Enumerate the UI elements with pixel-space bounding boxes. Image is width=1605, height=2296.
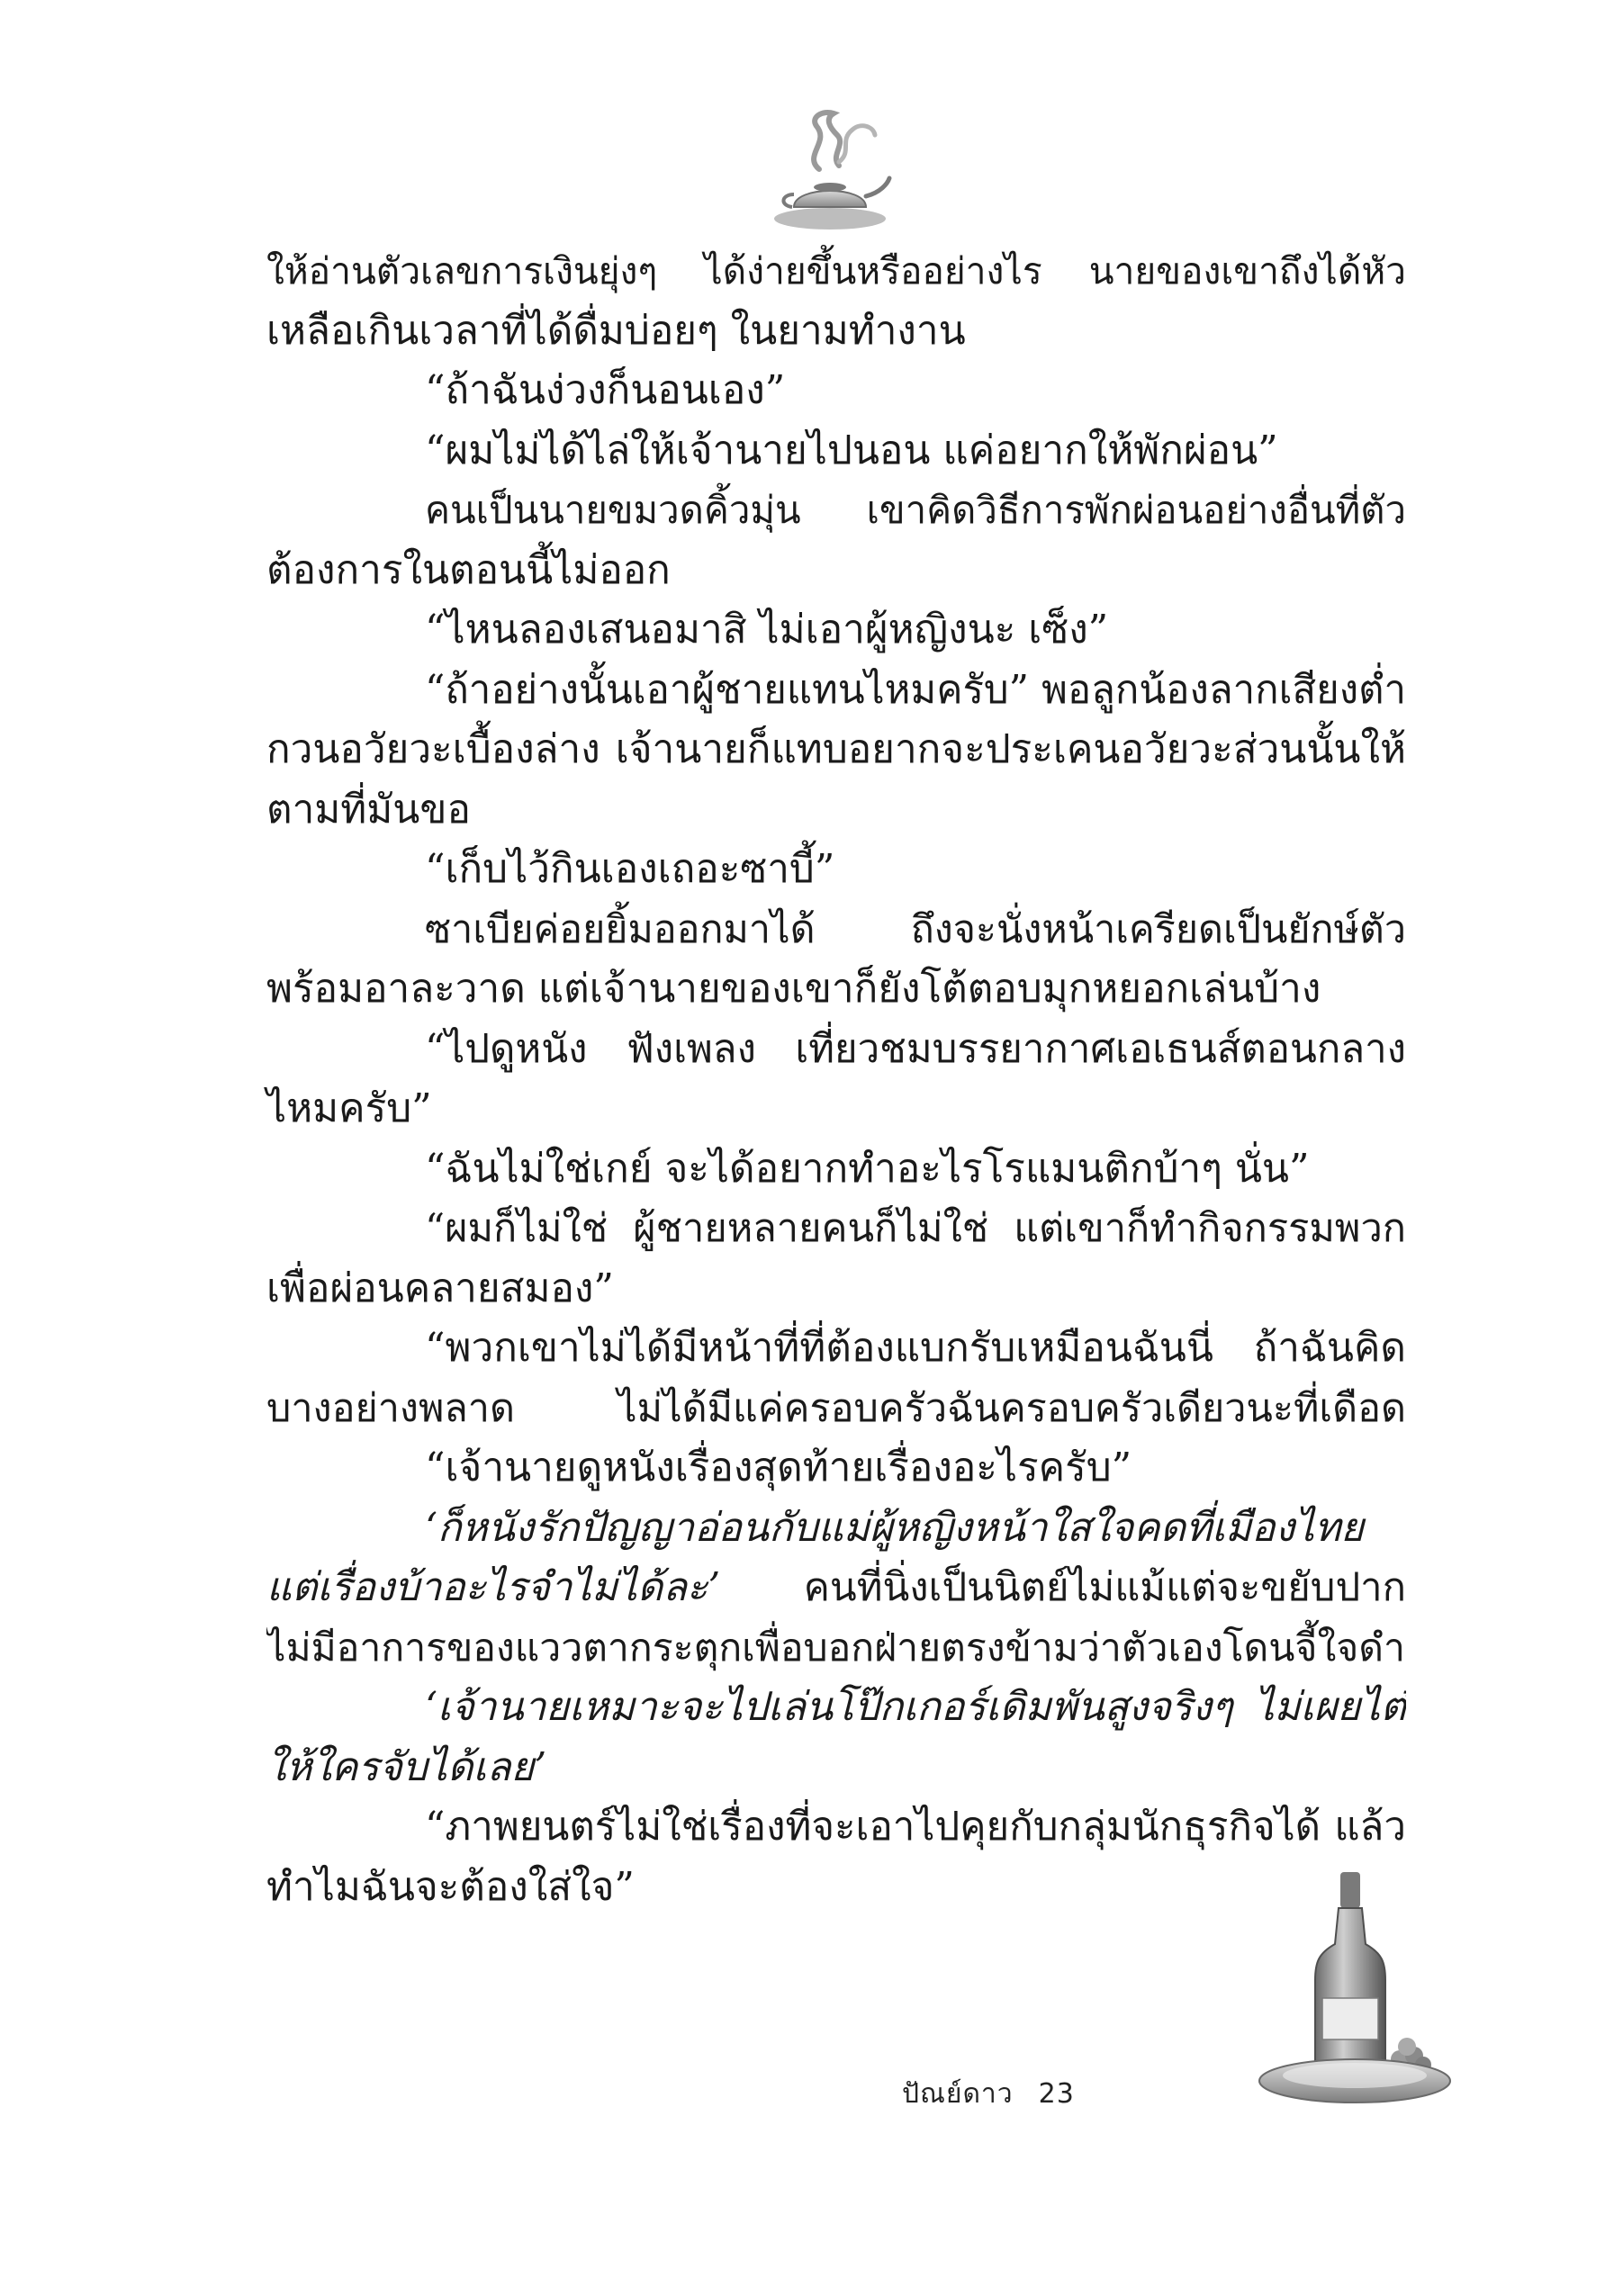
text-line: เหลือเกินเวลาที่ได้ดื่มบ่อยๆ ในยามทำงาน	[266, 307, 966, 354]
text-line: เพื่อผ่อนคลายสมอง”	[266, 1265, 614, 1311]
page-footer	[902, 2073, 1075, 2115]
text-line: ไหมครับ”	[266, 1085, 432, 1131]
text-line: “เจ้านายดูหนังเรื่องสุดท้ายเรื่องอะไรครับ”	[425, 1445, 1132, 1490]
text-line-italic-part: แต่เรื่องบ้าอะไรจำไม่ได้ละ’	[266, 1565, 721, 1610]
page-number: 23	[1038, 2078, 1075, 2110]
teapot-ornament-icon	[767, 106, 893, 241]
text-line: ตามที่มันขอ	[266, 786, 471, 833]
text-line: “ผมก็ไม่ใช่ ผู้ชายหลายคนก็ไม่ใช่ แต่เขาก็ทำกิจกรรมพวก	[425, 1206, 1406, 1251]
text-line	[266, 1558, 1406, 1618]
text-line: “ผมไม่ได้ไล่ให้เจ้านายไปนอน แค่อยากให้พักผ่อน”	[425, 427, 1278, 473]
text-line-normal-part: คนที่นิ่งเป็นนิตย์ไม่แม้แต่จะขยับปาก	[803, 1565, 1406, 1610]
text-line: “ไปดูหนัง ฟังเพลง เที่ยวชมบรรยากาศเอเธนส์ตอนกลาง	[425, 1025, 1406, 1072]
text-line: “พวกเขาไม่ได้มีหน้าที่ที่ต้องแบกรับเหมือนฉันนี่ ถ้าฉันคิด	[425, 1325, 1406, 1371]
author-name: ปัณย์ดาว	[902, 2078, 1014, 2110]
text-line: “ไหนลองเสนอมาสิ ไม่เอาผู้หญิงนะ เซ็ง”	[425, 607, 1109, 653]
text-line: ต้องการในตอนนี้ไม่ออก	[266, 546, 671, 593]
text-line: “ถ้าฉันง่วงก็นอนเอง”	[425, 367, 786, 413]
text-line: ซาเบียค่อยยิ้มออกมาได้ ถึงจะนั่งหน้าเครียดเป็นยักษ์ตัว	[425, 906, 1406, 952]
text-line: บางอย่างพลาด ไม่ได้มีแค่ครอบครัวฉันครอบครัวเดียวนะที่เดือด	[266, 1385, 1406, 1431]
text-line: ไม่มีอาการของแววตากระตุกเพื่อบอกฝ่ายตรงข้ามว่าตัวเองโดนจี้ใจดำ	[266, 1625, 1405, 1670]
text-line: “ถ้าอย่างนั้นเอาผู้ชายแทนไหมครับ” พอลูกน้องลากเสียงต่ำ	[425, 666, 1406, 713]
text-line: พร้อมอาละวาด แต่เจ้านายของเขาก็ยังโต้ตอบมุกหยอกเล่นบ้าง	[266, 966, 1321, 1012]
text-line: ‘เจ้านายเหมาะจะไปเล่นโป๊กเกอร์เดิมพันสูงจริงๆ ไม่เผยไต๋	[425, 1684, 1406, 1730]
wine-bottle-plate-icon	[1256, 1872, 1454, 2115]
text-line: คนเป็นนายขมวดคิ้วมุ่น เขาคิดวิธีการพักผ่อนอย่างอื่นที่ตัว	[425, 488, 1406, 532]
text-line: “เก็บไว้กินเองเถอะซาบี้”	[425, 846, 835, 892]
text-line: ทำไมฉันจะต้องใส่ใจ”	[266, 1863, 635, 1910]
text-line: กวนอวัยวะเบื้องล่าง เจ้านายก็แทบอยากจะประเคนอวัยวะส่วนนั้นให้	[266, 726, 1406, 772]
body-text	[266, 241, 1406, 1917]
text-line: ให้อ่านตัวเลขการเงินยุ่งๆ ได้ง่ายขึ้นหรืออย่างไร นายของเขาถึงได้หัว	[266, 249, 1406, 293]
text-line: “ภาพยนตร์ไม่ใช่เรื่องที่จะเอาไปคุยกับกลุ่มนักธุรกิจได้ แล้ว	[425, 1804, 1406, 1850]
text-line: ‘ก็หนังรักปัญญาอ่อนกับแม่ผู้หญิงหน้าใสใจคดที่เมืองไทย	[425, 1504, 1364, 1551]
text-line: ให้ใครจับได้เลย’	[266, 1743, 547, 1790]
text-line: “ฉันไม่ใช่เกย์ จะได้อยากทำอะไรโรแมนติกบ้าๆ นั่น”	[425, 1145, 1310, 1192]
